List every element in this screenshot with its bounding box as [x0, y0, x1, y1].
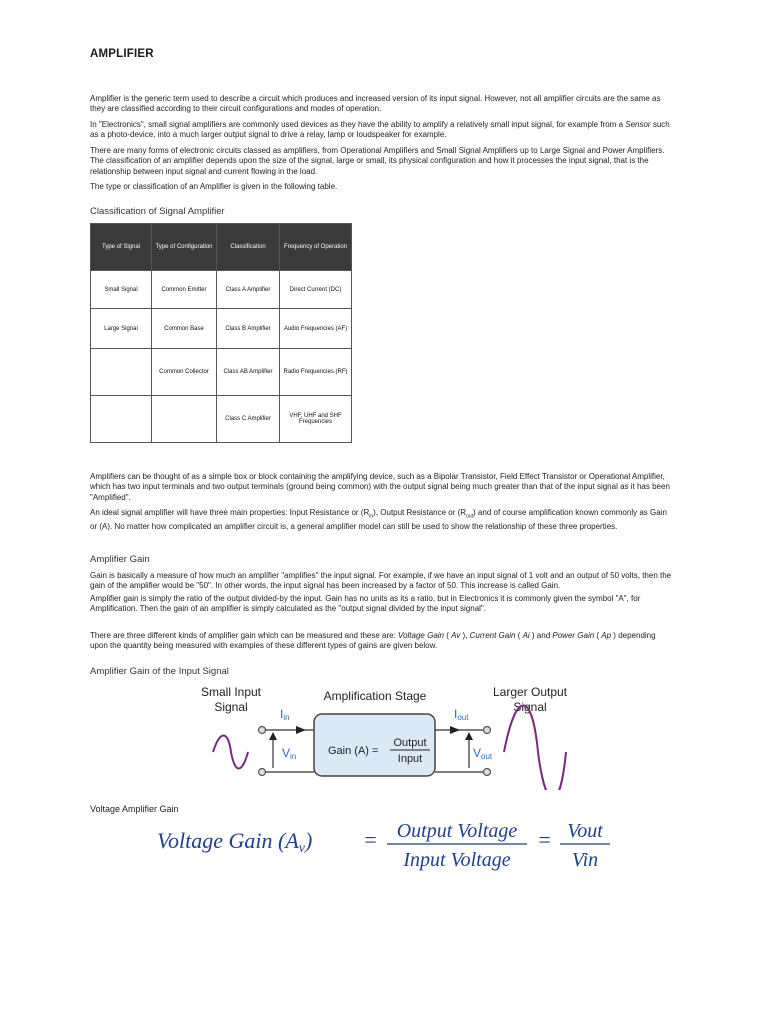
diagram-heading: Amplifier Gain of the Input Signal — [90, 666, 229, 677]
table-cell: Radio Frequencies (RF) — [280, 349, 352, 396]
intro-paragraph-4: The type or classification of an Amplifier is given in the following table. — [90, 182, 338, 191]
input-current-arrow-icon — [296, 726, 306, 734]
output-text: Output — [393, 737, 427, 749]
table-row — [91, 396, 352, 443]
table-cell: Class C Amplifier — [217, 396, 280, 443]
v-in-label: Vin — [282, 746, 297, 761]
table-cell: Small Signal — [91, 271, 152, 309]
body-paragraph-5: Amplifiers can be thought of as a simple box or block containing the amplifying device, such as a Bipolar Transistor, Field Effect Transistor or Operational Amplifier, which has two input terminals and two output terminals (ground being common) with the output signal being much greater than that of the input signal as it has been "Amplified". — [90, 472, 670, 502]
table-cell: Direct Current (DC) — [280, 271, 352, 309]
table-header-row — [91, 224, 352, 271]
table-cell: Class AB Amplifier — [217, 349, 280, 396]
input-voltage-arrow-icon — [269, 732, 277, 740]
classification-heading: Classification of Signal Amplifier — [90, 206, 225, 217]
formula-num-2: Vout — [567, 820, 603, 842]
gain-heading: Amplifier Gain — [90, 554, 150, 565]
formula-equals-2: = — [537, 827, 552, 852]
page-title: AMPLIFIER — [90, 48, 154, 60]
table-cell: Class B Amplifier — [217, 309, 280, 349]
gain-paragraph-7: Gain is basically a measure of how much an amplifier "amplifies" the input signal. For example, if we have an input signal of 1 volt and an output of 50 volts, then the gain of the amplifier would be "50". In other words, the input signal has been increased by a factor of 50. This increase is called Gain. — [90, 571, 672, 591]
table-cell: Large Signal — [91, 309, 152, 349]
input-wave-icon — [213, 736, 248, 769]
table-cell: Class A Amplifier — [217, 271, 280, 309]
i-out-label: Iout — [454, 707, 469, 722]
voltage-heading: Voltage Amplifier Gain — [90, 804, 179, 814]
small-input-label-2: Signal — [214, 700, 248, 714]
table-cell: Common Base — [152, 309, 217, 349]
body-paragraph-6: An ideal signal amplifier will have three main properties: Input Resistance or $(R_{in})$, Output Resistance or $(R_{out})$ and of course amplification known commonly as Gain or (A). No matter how complicated an amplifier circuit is, a general amplifier model can still be used to show the relationship of these three properties. — [90, 508, 667, 531]
output-terminal-top — [484, 727, 491, 734]
formula-den-2: Vin — [571, 849, 599, 871]
formula-equals-1: = — [363, 827, 378, 852]
table-row — [91, 349, 352, 396]
table-row — [91, 309, 352, 349]
i-in-label: Iin — [280, 707, 290, 722]
table-cell — [91, 396, 152, 443]
output-current-arrow-icon — [450, 726, 460, 734]
output-voltage-arrow-icon — [465, 732, 473, 740]
amplifier-diagram — [198, 680, 618, 790]
v-out-label: Vout — [473, 746, 493, 761]
table-cell: Audio Frequencies (AF) — [280, 309, 352, 349]
formula-num-1: Output Voltage — [396, 820, 518, 842]
input-terminal-bottom — [259, 769, 266, 776]
table-header: Type of Configuration — [152, 224, 217, 271]
formula-lhs: Voltage Gain (Av) — [157, 828, 313, 856]
intro-paragraph-2: In "Electronics", small signal amplifiers are commonly used devices as they have the ability to amplify a relatively small input signal, for example from a Sensor such as a photo-device, into a much larger output signal to drive a relay, lamp or loudspeaker for example. — [90, 120, 670, 140]
table-header: Type of Signal — [91, 224, 152, 271]
gain-paragraph-8: Amplifier gain is simply the ratio of the output divided-by the input. Gain has no units as its a ratio, but in Electronics it is commonly given the symbol "A", for Amplification. Then the gain of an amplifier is simply calculated as the "output signal divided by the input signal". — [90, 594, 641, 614]
table-cell — [152, 396, 217, 443]
stage-label: Amplification Stage — [323, 689, 427, 703]
table-cell: VHF, UHF and SHF Frequencies — [280, 396, 352, 443]
larger-output-label-2: Signal — [513, 700, 547, 714]
intro-paragraph-1: Amplifier is the generic term used to describe a circuit which produces and increased version of its input signal. However, not all amplifier circuits are the same as they are classified according to their circuit configurations and modes of operation. — [90, 94, 661, 114]
voltage-gain-formula — [155, 815, 625, 875]
table-cell — [91, 349, 152, 396]
gain-paragraph-9: There are three different kinds of amplifier gain which can be measured and these are: Voltage Gain ( Av ), Current Gain ( Ai ) and Power Gain ( Ap ) depending upon the quantity being measured with examples of these different types of gains are given below. — [90, 631, 656, 651]
table-cell: Common Emitter — [152, 271, 217, 309]
intro-paragraph-3: There are many forms of electronic circuits classed as amplifiers, from Operational Amplifiers and Small Signal Amplifiers up to Large Signal and Power Amplifiers. The classification of an amplifier depends upon the size of the signal, large or small, its physical configuration and how it processes the input signal, that is the relationship between input signal and current flowing in the load. — [90, 146, 665, 176]
output-wave-icon — [504, 706, 566, 791]
table-cell: Common Collector — [152, 349, 217, 396]
larger-output-label: Larger Output — [492, 685, 568, 699]
classification-table — [90, 223, 352, 443]
table-row — [91, 271, 352, 309]
small-input-label: Small Input — [200, 685, 262, 699]
table-header: Classification — [217, 224, 280, 271]
output-terminal-bottom — [484, 769, 491, 776]
table-header: Frequency of Operation — [280, 224, 352, 271]
formula-den-1: Input Voltage — [403, 849, 511, 871]
input-terminal-top — [259, 727, 266, 734]
gain-label: Gain (A) = — [328, 745, 379, 757]
input-text: Input — [397, 753, 423, 765]
